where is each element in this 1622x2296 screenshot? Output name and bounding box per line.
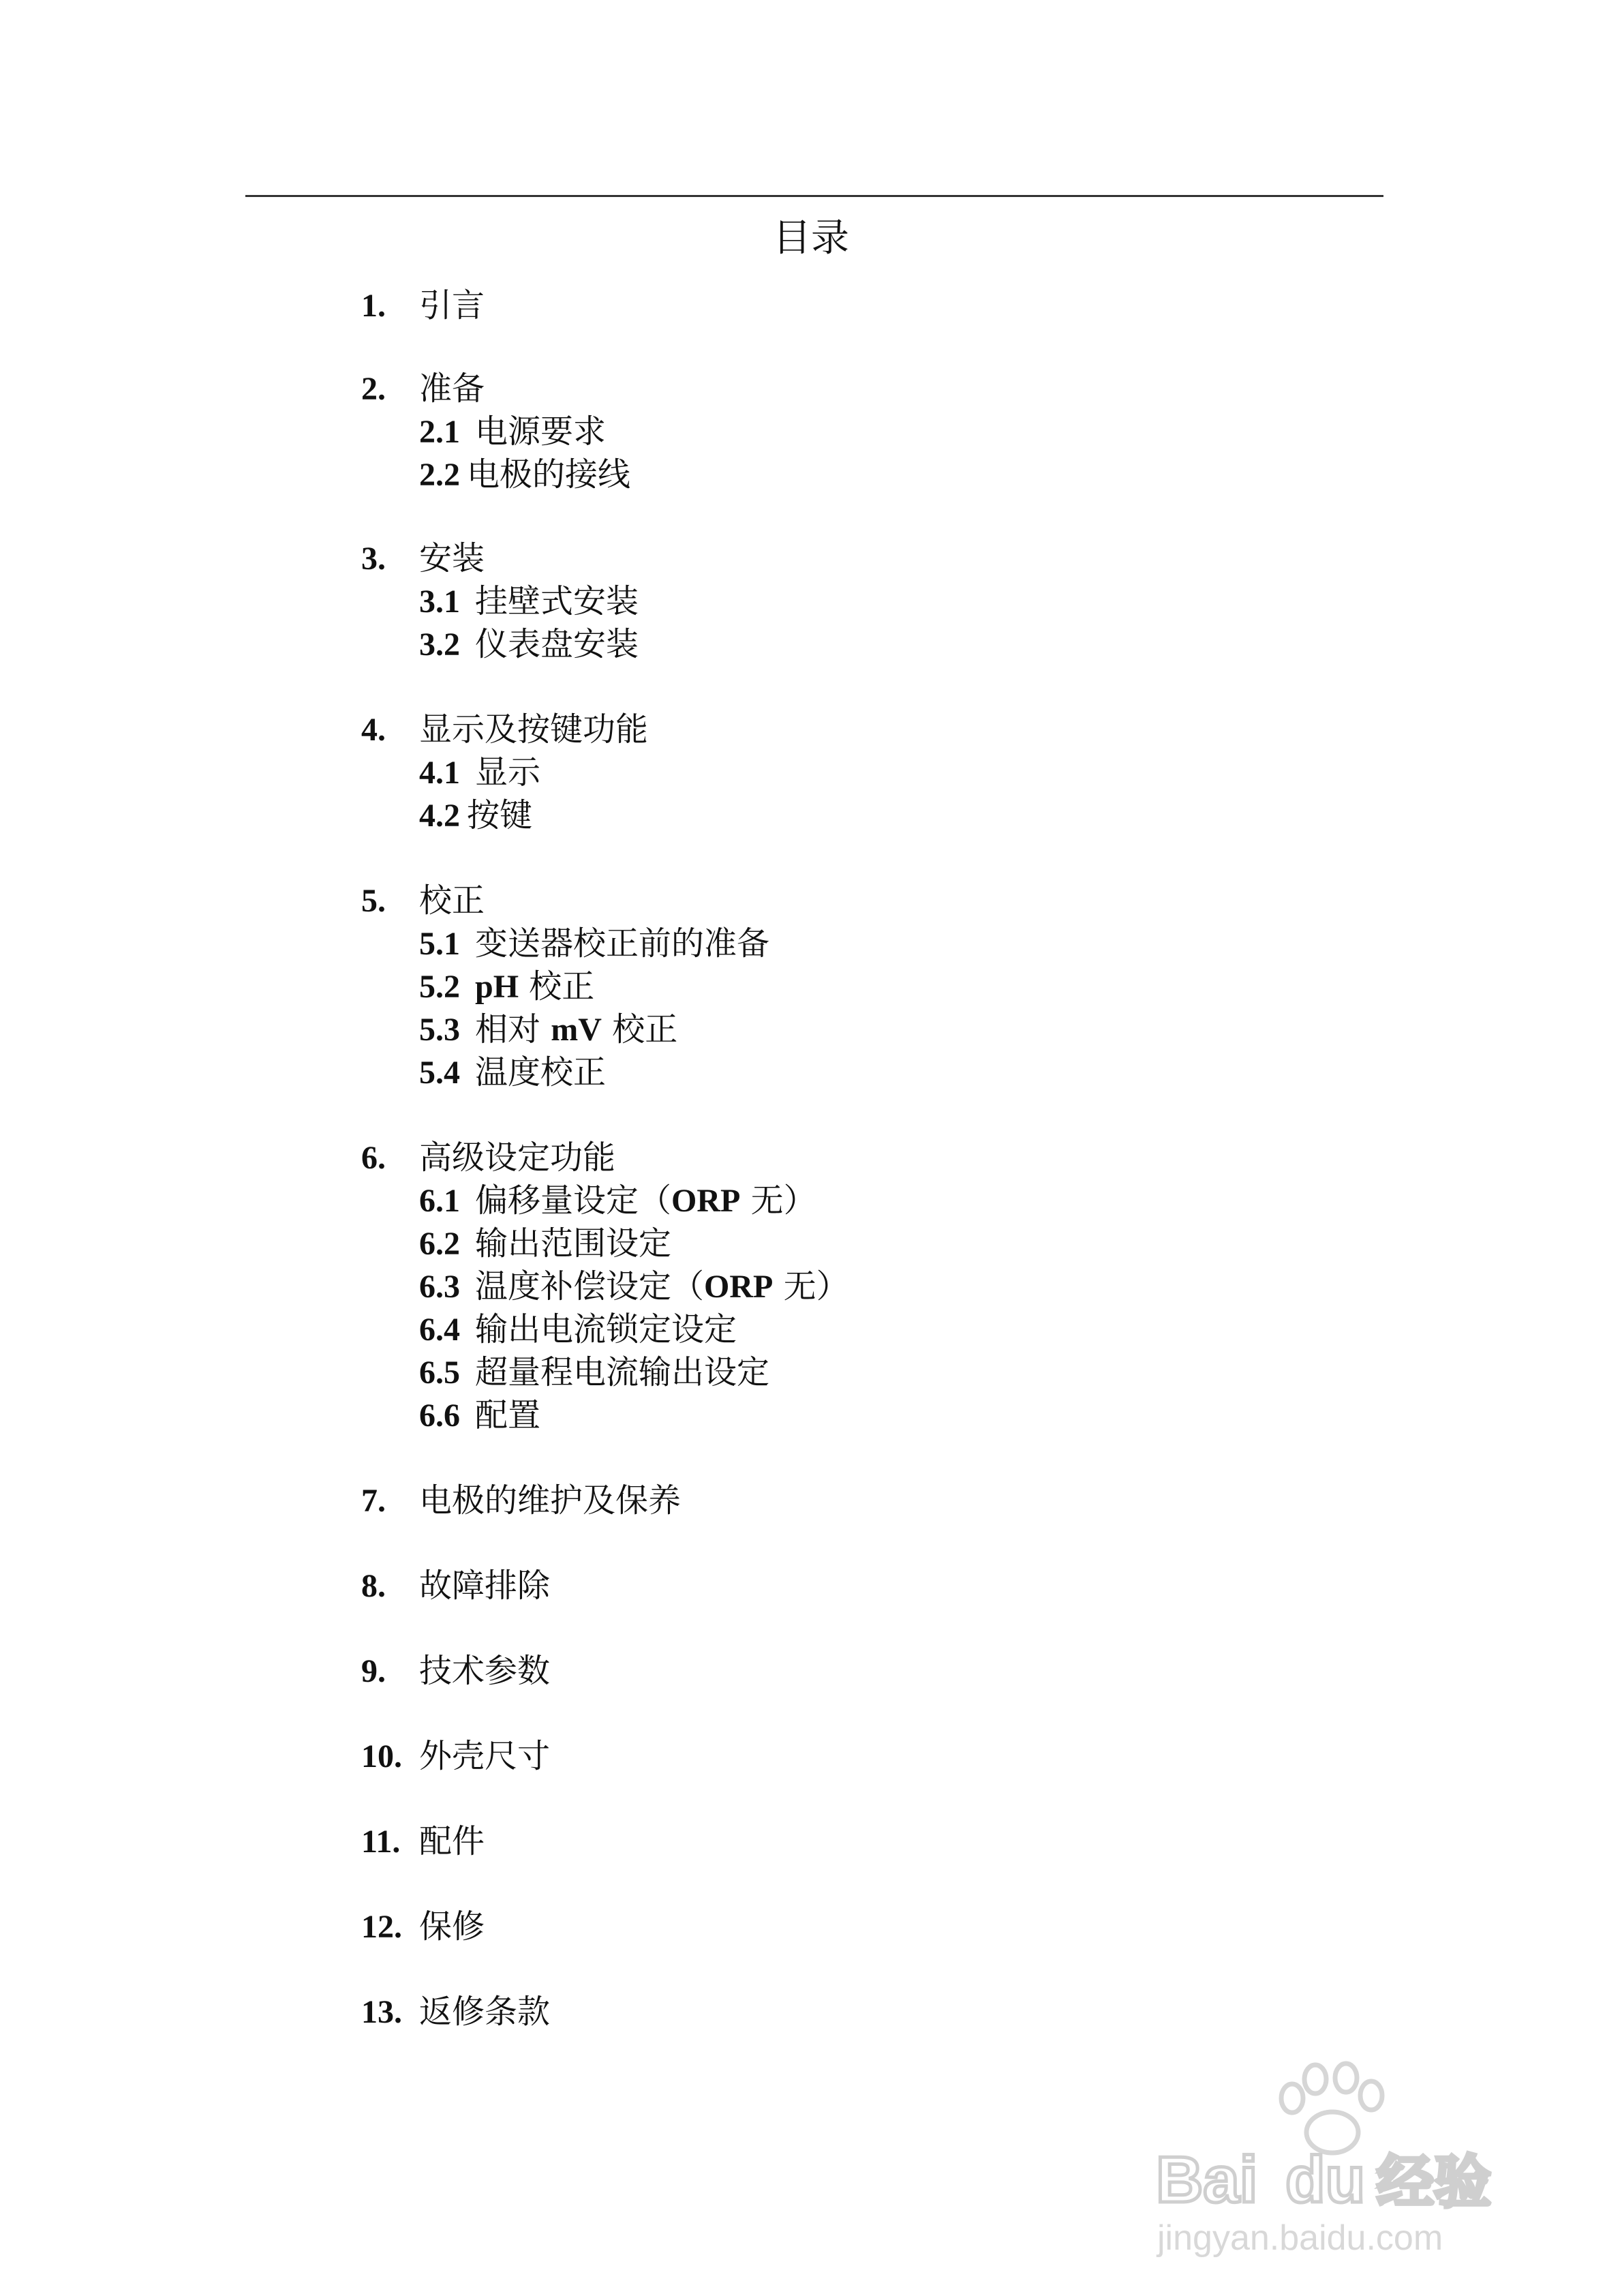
toc-section-8[interactable]: 8. 故障排除 [361,1567,551,1605]
toc-section-13[interactable]: 13. 返修条款 [361,1993,551,2031]
toc-item-4-2[interactable]: 4.2 按键 [419,796,533,834]
toc-item-2-2[interactable]: 2.2 电极的接线 [419,455,631,494]
toc-item-6-2[interactable]: 6.2 输出范围设定 [419,1224,672,1263]
toc-item-2-1[interactable]: 2.1 电源要求 [419,412,607,451]
watermark-url: jingyan.baidu.com [1157,2218,1443,2258]
toc-section-10[interactable]: 10. 外壳尺寸 [361,1737,551,1775]
toc-section-2[interactable]: 2. 准备 [361,369,485,408]
toc-section-7[interactable]: 7. 电极的维护及保养 [361,1481,682,1520]
toc-section-6[interactable]: 6. 高级设定功能 [361,1138,616,1177]
toc-item-3-2[interactable]: 3.2 仪表盘安装 [419,625,639,663]
toc-section-1[interactable]: 1. 引言 [361,286,485,324]
toc-section-3[interactable]: 3. 安装 [361,539,485,577]
toc-item-5-3[interactable]: 5.3 相对 mV 校正 [419,1010,678,1048]
toc-item-6-1[interactable]: 6.1 偏移量设定（ORP 无） [419,1181,816,1220]
toc-section-12[interactable]: 12. 保修 [361,1907,485,1946]
toc-item-4-1[interactable]: 4.1 显示 [419,753,541,791]
toc-item-6-3[interactable]: 6.3 温度补偿设定（ORP 无） [419,1267,849,1305]
toc-section-11[interactable]: 11. 配件 [361,1822,485,1860]
page-title: 目录 [773,216,849,260]
baidu-jingyan-watermark [1152,2045,1533,2263]
toc-item-6-4[interactable]: 6.4 输出电流锁定设定 [419,1310,737,1348]
watermark-brand-b: du [1285,2143,1366,2216]
toc-item-5-1[interactable]: 5.1 变送器校正前的准备 [419,924,770,963]
toc-item-5-2[interactable]: 5.2 pH 校正 [419,967,595,1006]
toc-item-6-6[interactable]: 6.6 配置 [419,1396,541,1434]
watermark-brand-a: Bai [1156,2143,1258,2216]
toc-item-5-4[interactable]: 5.4 温度校正 [419,1053,607,1091]
paw-icon [1281,2064,1382,2153]
header-rule [245,195,1383,197]
watermark-brand-c: 经验 [1377,2150,1492,2214]
toc-item-3-1[interactable]: 3.1 挂壁式安装 [419,582,639,620]
toc-section-4[interactable]: 4. 显示及按键功能 [361,710,649,749]
toc-item-6-5[interactable]: 6.5 超量程电流输出设定 [419,1353,770,1391]
toc-section-5[interactable]: 5. 校正 [361,881,485,920]
toc-section-9[interactable]: 9. 技术参数 [361,1652,551,1690]
